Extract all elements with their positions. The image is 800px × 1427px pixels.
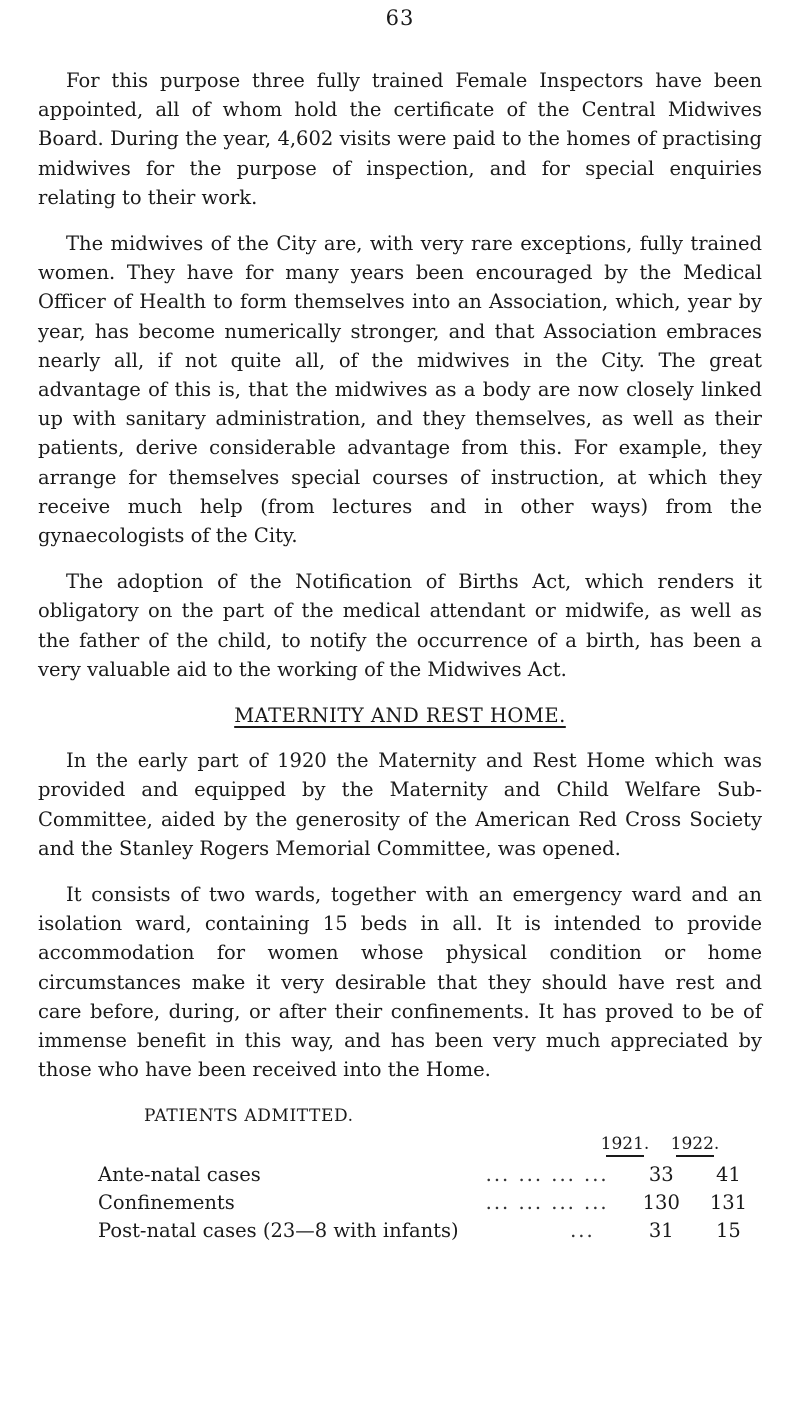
value-1922: 15	[716, 1218, 741, 1242]
row-label: Post-natal cases (23—8 with infants)	[98, 1218, 459, 1242]
patients-admitted-table	[38, 1102, 762, 1244]
value-1922: 131	[709, 1190, 748, 1214]
value-1921: 130	[642, 1190, 680, 1214]
table-header-row	[38, 1130, 762, 1160]
paragraph-midwives-association: The midwives of the City are, with very rare exceptions, fully trained women. They have for many years been encouraged by the Medical Officer of Health to form themselves into an Association, which, year by year, has become numerically stronger, and that Association embraces nearly all, if not quite all, of the midwives in the City. The great advantage of this is, that the midwives as a body are now closely linked up with sanitary administration, and they themselves, as well as their patients, derive considerable advantage from this. For example, they arrange for themselves special courses of instruction, at which they receive much help (from lectures and in other ways) from the gynaecologists of the City.	[38, 232, 762, 548]
section-heading: MATERNITY AND REST HOME.	[234, 704, 566, 728]
paragraph-notification-act: The adoption of the Notification of Births Act, which renders it obligatory on the part of the medical attendant or midwife, as well as the father of the child, to notify the occurrence of a birth, has been a very valuable aid to the working of the Midwives Act.	[38, 570, 762, 681]
body-text	[38, 66, 762, 1244]
value-1921: 31	[648, 1218, 674, 1242]
column-header-1921: 1921.	[590, 1130, 660, 1160]
table-row	[38, 1188, 762, 1216]
paragraph-home-wards: It consists of two wards, together with an emergency ward and an isolation ward, containing 15 beds in all. It is intended to provide accommodation for women whose physical condition or home circumstances make it very desirable that they should have rest and care before, during, or after their confinements. It has proved to be of immense benefit in this way, and has been very much appreciated by those who have been received into the Home.	[38, 883, 762, 1082]
page-number: 63	[385, 6, 415, 30]
row-leader-dots: ... ... ... ...	[485, 1190, 609, 1214]
table-row	[38, 1216, 762, 1244]
row-leader-dots: ...	[570, 1218, 595, 1242]
row-leader-dots: ... ... ... ...	[485, 1162, 609, 1186]
value-1921: 33	[648, 1162, 674, 1186]
paragraph-home-opened: In the early part of 1920 the Maternity and Rest Home which was provided and equipped by the Maternity and Child Welfare Sub-Committee, aided by the generosity of the American Red Cross Society and the Stanley Rogers Memorial Committee, was opened.	[38, 749, 762, 860]
row-label: Ante-natal cases	[98, 1162, 261, 1186]
column-header-1922: 1922.	[660, 1130, 730, 1160]
table-row	[38, 1160, 762, 1188]
table-caption: PATIENTS ADMITTED.	[144, 1105, 354, 1126]
value-1922: 41	[716, 1162, 741, 1186]
row-label: Confinements	[98, 1190, 235, 1214]
paragraph-inspectors: For this purpose three fully trained Female Inspectors have been appointed, all of whom hold the certificate of the Central Midwives Board. During the year, 4,602 visits were paid to the homes of practising midwives for the purpose of inspection, and for special enquiries relating to their work.	[38, 69, 762, 209]
